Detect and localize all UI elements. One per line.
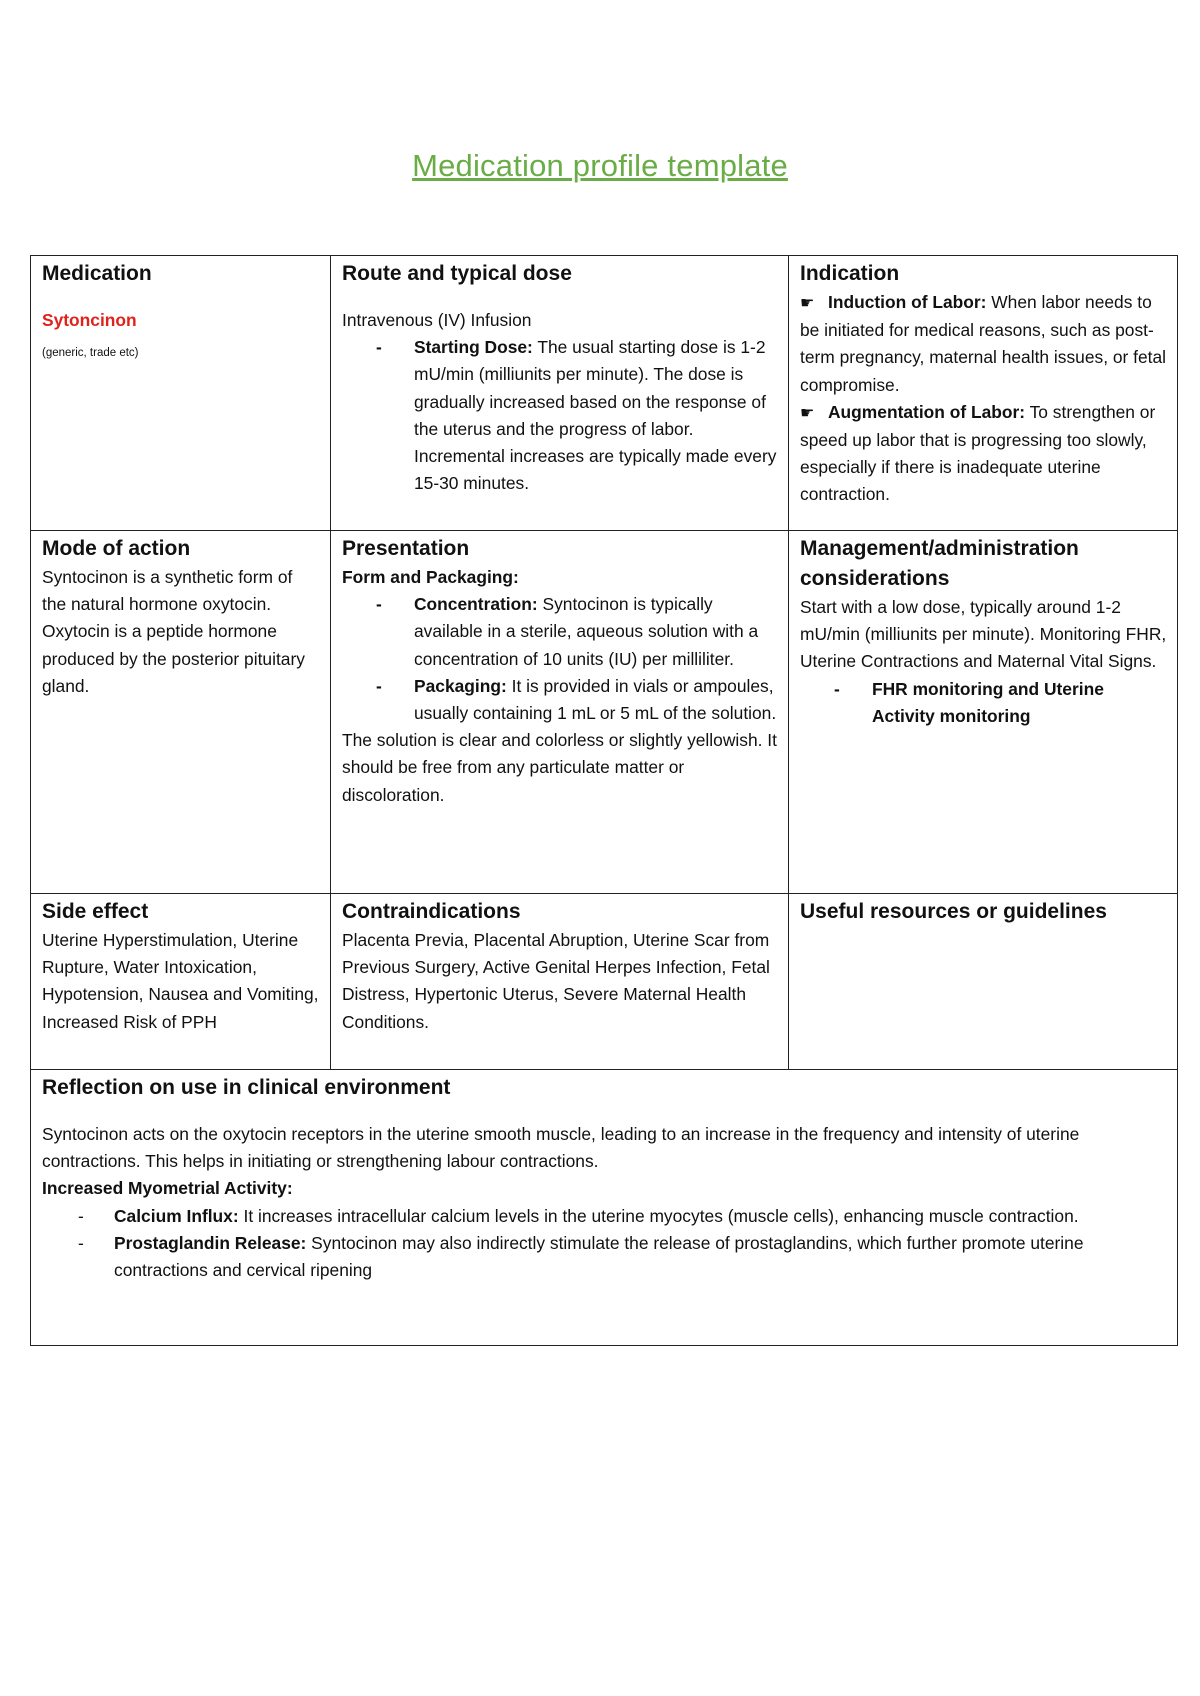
medication-header: Medication [42, 262, 152, 285]
medication-cell [30, 256, 330, 530]
pointing-hand-icon: ☛ [800, 404, 815, 422]
presentation-cell [330, 531, 788, 893]
route-cell [330, 256, 788, 530]
table-row [30, 893, 1178, 1069]
resources-cell [788, 894, 1178, 1069]
pointing-hand-icon: ☛ [800, 295, 815, 312]
list-item: - Prostaglandin Release: Syntocinon may also indirectly stimulate the release of prostaglandins, which further promote uterine contractions and cervical ripening [114, 1230, 1137, 1284]
presentation-subheader: Form and Packaging: [342, 567, 519, 587]
list-item: ☛ Augmentation of Labor: To strengthen or speed up labor that is progressing too slowly, especially if there is inadequate uterine contraction. [800, 401, 1156, 505]
reflection-list [42, 1203, 1137, 1285]
route-list [342, 334, 778, 497]
list-item: ☛ Induction of Labor: When labor needs to be initiated for medical reasons, such as post-term pregnancy, maternal health issues, or fetal compromise. [800, 292, 1167, 395]
indication-list [800, 289, 1167, 509]
mode-cell [30, 531, 330, 893]
medication-note: (generic, trade etc) [42, 347, 139, 360]
list-item: - Packaging: It is provided in vials or ampoules, usually containing 1 mL or 5 mL of the solution. [414, 673, 778, 727]
side-effect-text: Uterine Hyperstimulation, Uterine Rupture, Water Intoxication, Hypotension, Nausea and Vomiting, Increased Risk of PPH [42, 930, 319, 1032]
resources-header: Useful resources or guidelines [800, 900, 1107, 923]
side-effect-cell [30, 894, 330, 1069]
list-item: - FHR monitoring and Uterine Activity monitoring [872, 676, 1167, 730]
management-text: Start with a low dose, typically around 1-2 mU/min (milliunits per minute). Monitoring FHR, Uterine Contractions and Maternal Vital Signs. [800, 597, 1167, 672]
presentation-list [342, 591, 778, 727]
reflection-cell [30, 1070, 1178, 1345]
side-effect-header: Side effect [42, 900, 149, 923]
presentation-footer: The solution is clear and colorless or slightly yellowish. It should be free from any particulate matter or discoloration. [342, 730, 777, 805]
list-item: - Starting Dose: The usual starting dose is 1-2 mU/min (milliunits per minute). The dose is gradually increased based on the response of the uterus and the progress of labor. Incremental increases are typically made every 15-30 minutes. [414, 334, 778, 497]
route-line: Intravenous (IV) Infusion [342, 310, 532, 330]
indication-cell [788, 256, 1178, 530]
contraindications-cell [330, 894, 788, 1069]
table-row [30, 530, 1178, 893]
list-item: - Calcium Influx: It increases intracellular calcium levels in the uterine myocytes (muscle cells), enhancing muscle contraction. [114, 1203, 1137, 1230]
contraindications-header: Contraindications [342, 900, 521, 923]
route-header: Route and typical dose [342, 262, 572, 285]
reflection-subheader: Increased Myometrial Activity: [42, 1178, 293, 1199]
page-title: Medication profile template [412, 148, 788, 183]
reflection-header: Reflection on use in clinical environment [42, 1076, 451, 1099]
management-list [800, 676, 1167, 730]
indication-header: Indication [800, 262, 900, 285]
list-item: - Concentration: Syntocinon is typically available in a sterile, aqueous solution with a concentration of 10 units (IU) per milliliter. [414, 591, 778, 673]
presentation-header: Presentation [342, 537, 470, 560]
table-row [30, 255, 1178, 530]
medication-name: Sytoncinon [42, 310, 137, 330]
reflection-text: Syntocinon acts on the oxytocin receptors in the uterine smooth muscle, leading to an increase in the frequency and intensity of uterine contractions. This helps in initiating or strengthening labour contractions. [42, 1124, 1080, 1172]
contraindications-text: Placenta Previa, Placental Abruption, Uterine Scar from Previous Surgery, Active Genital Herpes Infection, Fetal Distress, Hypertonic Uterus, Severe Maternal Health Conditions. [342, 930, 770, 1032]
mode-text: Syntocinon is a synthetic form of the natural hormone oxytocin. Oxytocin is a peptide hormone produced by the posterior pituitary gland. [42, 567, 305, 696]
management-cell [788, 531, 1178, 893]
management-header: Management/administration considerations [800, 537, 1079, 590]
table-row [30, 1069, 1178, 1346]
medication-profile-table [30, 255, 1178, 1346]
mode-header: Mode of action [42, 537, 191, 560]
